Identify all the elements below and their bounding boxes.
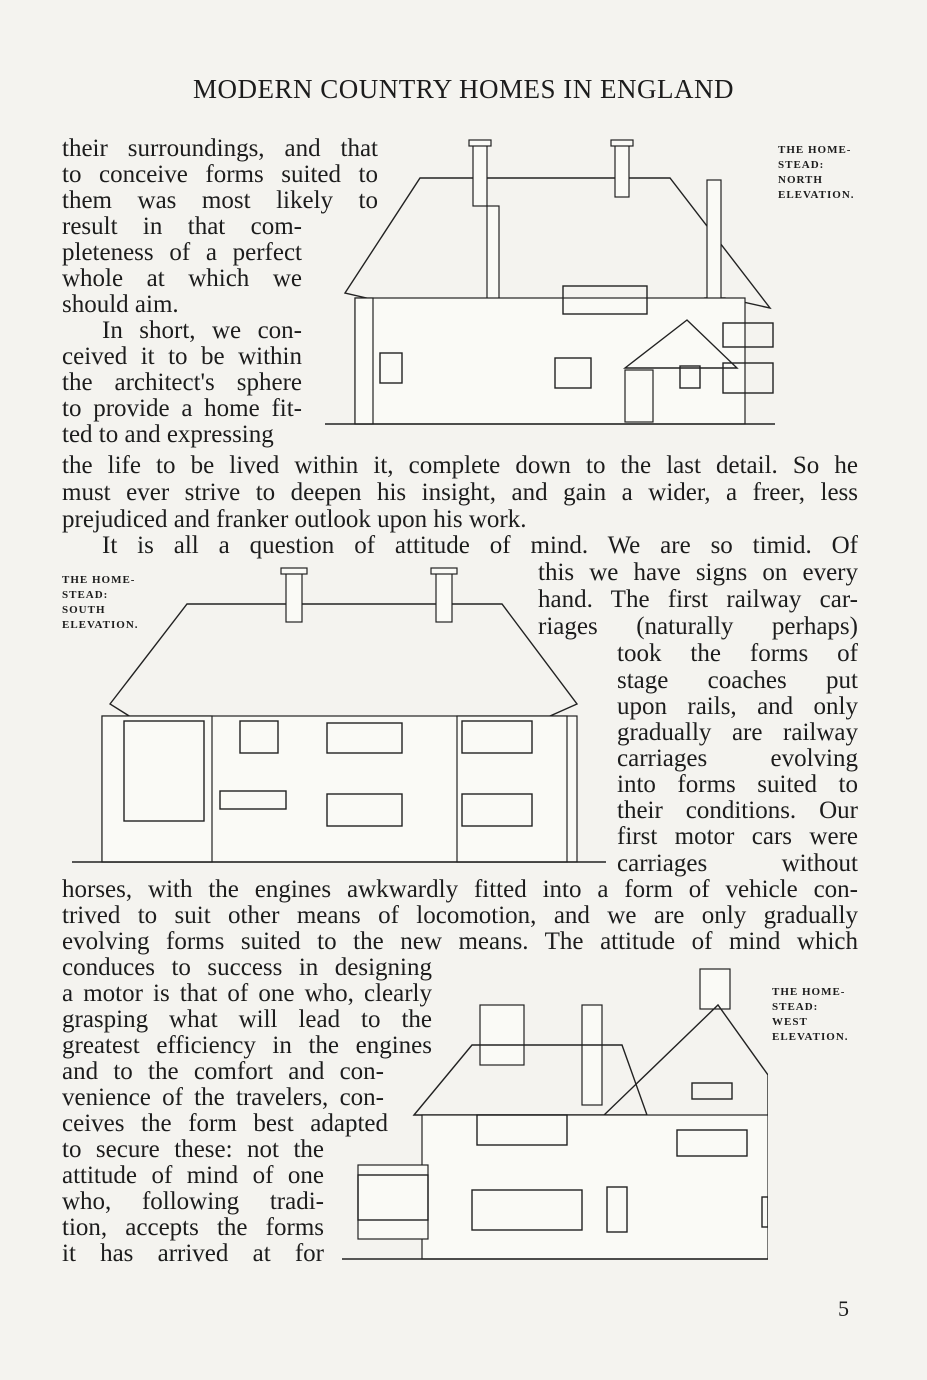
text-line: conduces to success in designing bbox=[62, 954, 432, 981]
text-line: should aim. bbox=[62, 291, 179, 318]
text-line: the architect's sphere bbox=[62, 369, 302, 396]
text-line: carriages without bbox=[617, 850, 858, 877]
text-line: horses, with the engines awkwardly fitted into a form of vehicle con- bbox=[62, 876, 858, 903]
text-line: to conceive forms suited to bbox=[62, 161, 378, 188]
text-line: In short, we con- bbox=[102, 317, 302, 344]
text-line: hand. The first railway car- bbox=[538, 586, 858, 613]
text-line: pleteness of a perfect bbox=[62, 239, 302, 266]
text-line: this we have signs on every bbox=[538, 559, 858, 586]
text-line: it has arrived at for bbox=[62, 1240, 324, 1267]
text-line: attitude of mind of one bbox=[62, 1162, 324, 1189]
text-line: to secure these: not the bbox=[62, 1136, 324, 1163]
caption-north-elevation: THE HOME- STEAD: NORTH ELEVATION. bbox=[778, 144, 855, 201]
text-line: a motor is that of one who, clearly bbox=[62, 980, 432, 1007]
text-line: upon rails, and only bbox=[617, 693, 858, 720]
text-line: the life to be lived within it, complete down to the last detail. So he bbox=[62, 452, 858, 479]
text-line: evolving forms suited to the new means. The attitude of mind which bbox=[62, 928, 858, 955]
text-line: trived to suit other means of locomotion, and we are only gradually bbox=[62, 902, 858, 929]
text-line: first motor cars were bbox=[617, 823, 858, 850]
text-line: result in that com- bbox=[62, 213, 302, 240]
south-elevation-drawing bbox=[72, 566, 606, 870]
text-line: into forms suited to bbox=[617, 771, 858, 798]
text-line: ceived it to be within bbox=[62, 343, 302, 370]
text-line: took the forms of bbox=[617, 640, 858, 667]
text-line: stage coaches put bbox=[617, 667, 858, 694]
running-header: MODERN COUNTRY HOMES IN ENGLAND bbox=[193, 74, 734, 104]
north-elevation-drawing bbox=[325, 138, 775, 430]
text-line: must ever strive to deepen his insight, and gain a wider, a freer, less bbox=[62, 479, 858, 506]
text-line: ted to and expressing bbox=[62, 421, 274, 448]
caption-west-elevation: THE HOME- STEAD: WEST ELEVATION. bbox=[772, 986, 849, 1043]
text-line: to provide a home fit- bbox=[62, 395, 302, 422]
text-line: grasping what will lead to the bbox=[62, 1006, 432, 1033]
text-line: carriages evolving bbox=[617, 745, 858, 772]
text-line: whole at which we bbox=[62, 265, 302, 292]
text-line: and to the comfort and con- bbox=[62, 1058, 384, 1085]
west-elevation-drawing bbox=[342, 965, 768, 1267]
page-number: 5 bbox=[838, 1296, 849, 1321]
text-line: tion, accepts the forms bbox=[62, 1214, 324, 1241]
text-line: gradually are railway bbox=[617, 719, 858, 746]
caption-south-elevation: THE HOME- STEAD: SOUTH ELEVATION. bbox=[62, 574, 139, 631]
text-line: It is all a question of attitude of mind. We are so timid. Of bbox=[102, 532, 858, 559]
text-line: who, following tradi- bbox=[62, 1188, 324, 1215]
text-line: their surroundings, and that bbox=[62, 135, 378, 162]
text-line: their conditions. Our bbox=[617, 797, 858, 824]
text-line: prejudiced and franker outlook upon his work. bbox=[62, 506, 527, 533]
text-line: venience of the travelers, con- bbox=[62, 1084, 384, 1111]
text-line: ceives the form best adapted bbox=[62, 1110, 388, 1137]
text-line: riages (naturally perhaps) bbox=[538, 613, 858, 640]
text-line: them was most likely to bbox=[62, 187, 378, 214]
text-line: greatest efficiency in the engines bbox=[62, 1032, 432, 1059]
